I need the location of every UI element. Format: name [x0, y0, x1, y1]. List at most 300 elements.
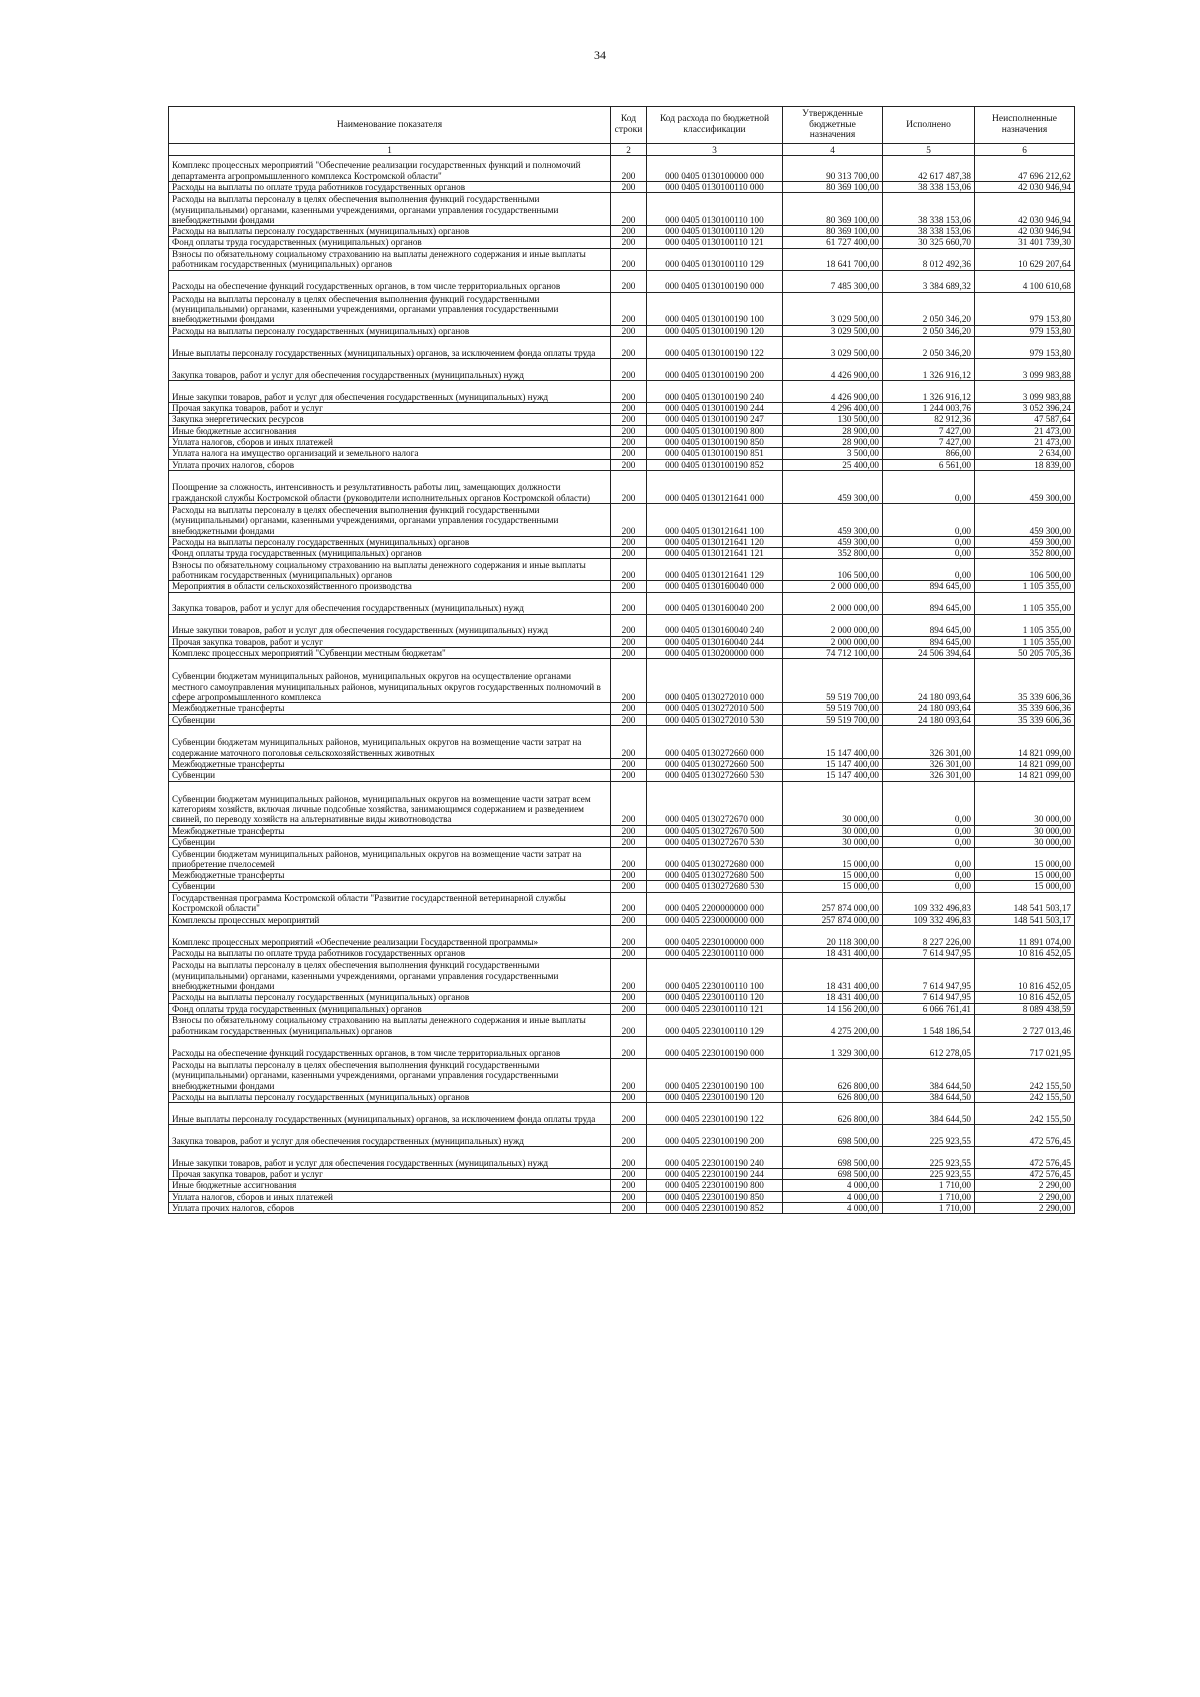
- row-name: Субвенции бюджетам муниципальных районов, муниципальных округов на возмещение части затрат на содержание маточного поголовья сельскохозяйственных животных: [169, 725, 611, 758]
- row-name: Расходы на выплаты персоналу государственных (муниципальных) органов: [169, 536, 611, 547]
- row-executed: 24 180 093,64: [883, 703, 975, 714]
- row-executed: 30 325 660,70: [883, 237, 975, 248]
- row-line-code: 200: [611, 325, 647, 336]
- row-executed: 8 227 226,00: [883, 926, 975, 948]
- row-approved: 698 500,00: [783, 1169, 883, 1180]
- row-executed: 0,00: [883, 825, 975, 836]
- column-number: 2: [611, 143, 647, 155]
- row-approved: 14 156 200,00: [783, 1003, 883, 1014]
- table-row: [169, 703, 1075, 714]
- row-line-code: 200: [611, 270, 647, 292]
- row-remaining: 979 153,80: [975, 325, 1075, 336]
- table-row: [169, 636, 1075, 647]
- header-row: [169, 107, 1075, 144]
- row-name: Расходы на выплаты персоналу в целях обеспечения выполнения функций государственными (муниципальными) органами, казенными учреждениями, органами управления государственными внебюджетными фондами: [169, 503, 611, 536]
- row-budget-code: 000 0405 2230100190 100: [647, 1058, 783, 1091]
- row-executed: 894 645,00: [883, 581, 975, 592]
- row-name: Иные выплаты персоналу государственных (муниципальных) органов, за исключением фонда оплаты труда: [169, 337, 611, 359]
- row-name: Мероприятия в области сельскохозяйственного производства: [169, 581, 611, 592]
- table-row: [169, 770, 1075, 781]
- row-budget-code: 000 0405 0130100110 000: [647, 181, 783, 192]
- row-name: Расходы на обеспечение функций государственных органов, в том числе территориальных органов: [169, 1036, 611, 1058]
- row-line-code: 200: [611, 1125, 647, 1147]
- row-name: Прочая закупка товаров, работ и услуг: [169, 636, 611, 647]
- row-budget-code: 000 0405 2230100110 129: [647, 1014, 783, 1036]
- table-row: [169, 892, 1075, 914]
- row-line-code: 200: [611, 425, 647, 436]
- row-line-code: 200: [611, 248, 647, 270]
- row-line-code: 200: [611, 1036, 647, 1058]
- row-line-code: 200: [611, 359, 647, 381]
- table-row: [169, 825, 1075, 836]
- row-remaining: 106 500,00: [975, 559, 1075, 581]
- row-executed: 42 617 487,38: [883, 155, 975, 181]
- row-executed: 82 912,36: [883, 414, 975, 425]
- row-budget-code: 000 0405 0130100110 100: [647, 193, 783, 226]
- row-approved: 459 300,00: [783, 470, 883, 503]
- row-executed: 8 012 492,36: [883, 248, 975, 270]
- row-name: Закупка товаров, работ и услуг для обеспечения государственных (муниципальных) нужд: [169, 359, 611, 381]
- table-header: [169, 107, 1075, 156]
- row-approved: 130 500,00: [783, 414, 883, 425]
- row-budget-code: 000 0405 2230100190 120: [647, 1091, 783, 1102]
- table-row: [169, 581, 1075, 592]
- row-name: Комплекс процессных мероприятий «Обеспечение реализации Государственной программы»: [169, 926, 611, 948]
- row-approved: 626 800,00: [783, 1091, 883, 1102]
- row-line-code: 200: [611, 1191, 647, 1202]
- row-name: Уплата прочих налогов, сборов: [169, 459, 611, 470]
- row-remaining: 14 821 099,00: [975, 725, 1075, 758]
- row-approved: 459 300,00: [783, 503, 883, 536]
- table-row: [169, 1036, 1075, 1058]
- row-line-code: 200: [611, 559, 647, 581]
- row-executed: 0,00: [883, 848, 975, 870]
- table-row: [169, 403, 1075, 414]
- row-line-code: 200: [611, 959, 647, 992]
- row-approved: 80 369 100,00: [783, 226, 883, 237]
- row-name: Иные бюджетные ассигнования: [169, 1180, 611, 1191]
- row-approved: 30 000,00: [783, 836, 883, 847]
- row-budget-code: 000 0405 0130272670 530: [647, 836, 783, 847]
- row-budget-code: 000 0405 0130200000 000: [647, 648, 783, 659]
- row-executed: 2 050 346,20: [883, 292, 975, 325]
- row-line-code: 200: [611, 836, 647, 847]
- row-executed: 7 614 947,95: [883, 959, 975, 992]
- row-line-code: 200: [611, 459, 647, 470]
- column-number: 5: [883, 143, 975, 155]
- table-row: [169, 559, 1075, 581]
- row-executed: 7 614 947,95: [883, 992, 975, 1003]
- row-remaining: 47 696 212,62: [975, 155, 1075, 181]
- row-budget-code: 000 0405 2230100190 800: [647, 1180, 783, 1191]
- row-budget-code: 000 0405 0130100190 120: [647, 325, 783, 336]
- row-approved: 106 500,00: [783, 559, 883, 581]
- row-remaining: 148 541 503,17: [975, 892, 1075, 914]
- table-row: [169, 1003, 1075, 1014]
- row-remaining: 472 576,45: [975, 1125, 1075, 1147]
- row-executed: 3 384 689,32: [883, 270, 975, 292]
- row-remaining: 148 541 503,17: [975, 914, 1075, 925]
- row-line-code: 200: [611, 636, 647, 647]
- page-number: 34: [594, 48, 606, 62]
- row-approved: 80 369 100,00: [783, 193, 883, 226]
- table-row: [169, 1125, 1075, 1147]
- table-row: [169, 359, 1075, 381]
- row-remaining: 11 891 074,00: [975, 926, 1075, 948]
- table-row: [169, 848, 1075, 870]
- row-executed: 0,00: [883, 548, 975, 559]
- header-budget-code: Код расхода по бюджетной классификации: [647, 107, 783, 144]
- row-budget-code: 000 0405 2230100190 122: [647, 1103, 783, 1125]
- table-row: [169, 959, 1075, 992]
- row-approved: 1 329 300,00: [783, 1036, 883, 1058]
- row-budget-code: 000 0405 0130100110 129: [647, 248, 783, 270]
- row-budget-code: 000 0405 0130272680 000: [647, 848, 783, 870]
- row-budget-code: 000 0405 2230100190 852: [647, 1203, 783, 1214]
- table-row: [169, 325, 1075, 336]
- table-row: [169, 248, 1075, 270]
- table-row: [169, 1203, 1075, 1214]
- row-approved: 15 000,00: [783, 870, 883, 881]
- row-line-code: 200: [611, 926, 647, 948]
- row-line-code: 200: [611, 914, 647, 925]
- row-line-code: 200: [611, 1091, 647, 1102]
- row-executed: 384 644,50: [883, 1058, 975, 1091]
- table-row: [169, 536, 1075, 547]
- row-executed: 24 180 093,64: [883, 714, 975, 725]
- row-remaining: 459 300,00: [975, 503, 1075, 536]
- table-row: [169, 237, 1075, 248]
- table-row: [169, 414, 1075, 425]
- row-remaining: 979 153,80: [975, 337, 1075, 359]
- row-line-code: 200: [611, 155, 647, 181]
- row-approved: 28 900,00: [783, 425, 883, 436]
- row-budget-code: 000 0405 0130100190 244: [647, 403, 783, 414]
- row-budget-code: 000 0405 0130272660 530: [647, 770, 783, 781]
- row-name: Фонд оплаты труда государственных (муниципальных) органов: [169, 237, 611, 248]
- row-name: Расходы на выплаты персоналу государственных (муниципальных) органов: [169, 226, 611, 237]
- row-remaining: 3 052 396,24: [975, 403, 1075, 414]
- row-name: Расходы на выплаты персоналу государственных (муниципальных) органов: [169, 992, 611, 1003]
- row-remaining: 979 153,80: [975, 292, 1075, 325]
- row-approved: 28 900,00: [783, 436, 883, 447]
- row-budget-code: 000 0405 2230100190 850: [647, 1191, 783, 1202]
- row-line-code: 200: [611, 714, 647, 725]
- row-approved: 59 519 700,00: [783, 714, 883, 725]
- row-budget-code: 000 0405 0130160040 000: [647, 581, 783, 592]
- row-name: Взносы по обязательному социальному страхованию на выплаты денежного содержания и иные выплаты работникам государственных (муниципальных) органов: [169, 1014, 611, 1036]
- row-name: Расходы на выплаты персоналу государственных (муниципальных) органов: [169, 1091, 611, 1102]
- row-line-code: 200: [611, 536, 647, 547]
- row-remaining: 2 634,00: [975, 448, 1075, 459]
- table-row: [169, 193, 1075, 226]
- row-approved: 18 431 400,00: [783, 992, 883, 1003]
- row-name: Фонд оплаты труда государственных (муниципальных) органов: [169, 1003, 611, 1014]
- row-name: Поощрение за сложность, интенсивность и результативность работы лиц, замещающих должности гражданской службы Костромской области (руководители исполнительных органов Костромской области): [169, 470, 611, 503]
- row-budget-code: 000 0405 0130272680 500: [647, 870, 783, 881]
- row-name: Закупка товаров, работ и услуг для обеспечения государственных (муниципальных) нужд: [169, 592, 611, 614]
- row-approved: 2 000 000,00: [783, 592, 883, 614]
- row-name: Субвенции бюджетам муниципальных районов, муниципальных округов на осуществление органами местного самоуправления муниципальных районов, муниципальных округов государственных полномочий в сфере агропромышленного комплекса: [169, 659, 611, 703]
- row-line-code: 200: [611, 503, 647, 536]
- row-line-code: 200: [611, 403, 647, 414]
- row-line-code: 200: [611, 292, 647, 325]
- row-approved: 15 000,00: [783, 881, 883, 892]
- row-approved: 30 000,00: [783, 781, 883, 825]
- row-name: Взносы по обязательному социальному страхованию на выплаты денежного содержания и иные выплаты работникам государственных (муниципальных) органов: [169, 559, 611, 581]
- table-row: [169, 292, 1075, 325]
- row-approved: 25 400,00: [783, 459, 883, 470]
- row-budget-code: 000 0405 0130100190 200: [647, 359, 783, 381]
- row-remaining: 42 030 946,94: [975, 193, 1075, 226]
- header-remaining: Неисполненные назначения: [975, 107, 1075, 144]
- table-row: [169, 870, 1075, 881]
- row-line-code: 200: [611, 703, 647, 714]
- row-approved: 459 300,00: [783, 536, 883, 547]
- table-row: [169, 781, 1075, 825]
- table-row: [169, 436, 1075, 447]
- row-line-code: 200: [611, 448, 647, 459]
- row-executed: 38 338 153,06: [883, 181, 975, 192]
- row-remaining: 2 290,00: [975, 1180, 1075, 1191]
- row-budget-code: 000 0405 0130272670 000: [647, 781, 783, 825]
- row-approved: 4 426 900,00: [783, 359, 883, 381]
- column-number-row: [169, 143, 1075, 155]
- row-remaining: 10 629 207,64: [975, 248, 1075, 270]
- row-budget-code: 000 0405 0130160040 200: [647, 592, 783, 614]
- row-name: Иные закупки товаров, работ и услуг для обеспечения государственных (муниципальных) нужд: [169, 1147, 611, 1169]
- table-row: [169, 592, 1075, 614]
- table-row: [169, 425, 1075, 436]
- row-remaining: 472 576,45: [975, 1169, 1075, 1180]
- table-row: [169, 548, 1075, 559]
- row-line-code: 200: [611, 1147, 647, 1169]
- row-budget-code: 000 0405 0130100190 000: [647, 270, 783, 292]
- row-executed: 109 332 496,83: [883, 914, 975, 925]
- table-row: [169, 1169, 1075, 1180]
- row-budget-code: 000 0405 0130100110 120: [647, 226, 783, 237]
- row-executed: 326 301,00: [883, 725, 975, 758]
- row-name: Субвенции: [169, 714, 611, 725]
- row-executed: 225 923,55: [883, 1147, 975, 1169]
- row-executed: 7 427,00: [883, 436, 975, 447]
- row-remaining: 2 290,00: [975, 1203, 1075, 1214]
- row-name: Межбюджетные трансферты: [169, 758, 611, 769]
- row-remaining: 21 473,00: [975, 436, 1075, 447]
- row-name: Субвенции: [169, 836, 611, 847]
- table-row: [169, 1147, 1075, 1169]
- row-budget-code: 000 0405 0130100190 122: [647, 337, 783, 359]
- row-name: Расходы на выплаты по оплате труда работников государственных органов: [169, 948, 611, 959]
- table-row: [169, 614, 1075, 636]
- row-line-code: 200: [611, 337, 647, 359]
- row-approved: 7 485 300,00: [783, 270, 883, 292]
- row-approved: 2 000 000,00: [783, 614, 883, 636]
- row-remaining: 42 030 946,94: [975, 226, 1075, 237]
- row-approved: 18 431 400,00: [783, 959, 883, 992]
- row-remaining: 242 155,50: [975, 1058, 1075, 1091]
- row-approved: 4 296 400,00: [783, 403, 883, 414]
- row-executed: 894 645,00: [883, 614, 975, 636]
- row-name: Иные выплаты персоналу государственных (муниципальных) органов, за исключением фонда оплаты труда: [169, 1103, 611, 1125]
- row-executed: 384 644,50: [883, 1103, 975, 1125]
- row-budget-code: 000 0405 0130100190 240: [647, 381, 783, 403]
- row-approved: 80 369 100,00: [783, 181, 883, 192]
- table-row: [169, 926, 1075, 948]
- row-line-code: 200: [611, 825, 647, 836]
- row-remaining: 10 816 452,05: [975, 959, 1075, 992]
- row-name: Закупка товаров, работ и услуг для обеспечения государственных (муниципальных) нужд: [169, 1125, 611, 1147]
- row-name: Расходы на выплаты по оплате труда работников государственных органов: [169, 181, 611, 192]
- row-approved: 18 431 400,00: [783, 948, 883, 959]
- row-approved: 4 426 900,00: [783, 381, 883, 403]
- row-approved: 61 727 400,00: [783, 237, 883, 248]
- table-row: [169, 758, 1075, 769]
- row-approved: 15 147 400,00: [783, 725, 883, 758]
- row-line-code: 200: [611, 1003, 647, 1014]
- table-row: [169, 270, 1075, 292]
- row-name: Расходы на выплаты персоналу в целях обеспечения выполнения функций государственными (муниципальными) органами, казенными учреждениями, органами управления государственными внебюджетными фондами: [169, 292, 611, 325]
- row-line-code: 200: [611, 592, 647, 614]
- row-executed: 1 548 186,54: [883, 1014, 975, 1036]
- row-budget-code: 000 0405 0130160040 244: [647, 636, 783, 647]
- table-row: [169, 1191, 1075, 1202]
- row-budget-code: 000 0405 0130272660 500: [647, 758, 783, 769]
- row-name: Межбюджетные трансферты: [169, 825, 611, 836]
- row-remaining: 3 099 983,88: [975, 381, 1075, 403]
- row-name: Расходы на выплаты персоналу в целях обеспечения выполнения функций государственными (муниципальными) органами, казенными учреждениями, органами управления государственными внебюджетными фондами: [169, 959, 611, 992]
- row-budget-code: 000 0405 0130121641 100: [647, 503, 783, 536]
- row-line-code: 200: [611, 1203, 647, 1214]
- row-approved: 698 500,00: [783, 1147, 883, 1169]
- table-row: [169, 659, 1075, 703]
- row-budget-code: 000 0405 0130121641 129: [647, 559, 783, 581]
- row-remaining: 8 089 438,59: [975, 1003, 1075, 1014]
- row-budget-code: 000 0405 0130100000 000: [647, 155, 783, 181]
- row-name: Комплекс процессных мероприятий "Субвенции местным бюджетам": [169, 648, 611, 659]
- row-name: Расходы на обеспечение функций государственных органов, в том числе территориальных органов: [169, 270, 611, 292]
- row-executed: 2 050 346,20: [883, 337, 975, 359]
- row-name: Расходы на выплаты персоналу в целях обеспечения выполнения функций государственными (муниципальными) органами, казенными учреждениями, органами управления государственными внебюджетными фондами: [169, 193, 611, 226]
- row-approved: 626 800,00: [783, 1103, 883, 1125]
- row-remaining: 18 839,00: [975, 459, 1075, 470]
- row-remaining: 35 339 606,36: [975, 659, 1075, 703]
- row-budget-code: 000 0405 2230100110 120: [647, 992, 783, 1003]
- header-executed: Исполнено: [883, 107, 975, 144]
- row-name: Уплата налогов, сборов и иных платежей: [169, 1191, 611, 1202]
- row-remaining: 30 000,00: [975, 836, 1075, 847]
- table-row: [169, 459, 1075, 470]
- row-approved: 4 000,00: [783, 1191, 883, 1202]
- row-remaining: 2 727 013,46: [975, 1014, 1075, 1036]
- row-approved: 4 275 200,00: [783, 1014, 883, 1036]
- row-budget-code: 000 0405 0130100190 247: [647, 414, 783, 425]
- row-budget-code: 000 0405 0130100190 100: [647, 292, 783, 325]
- row-budget-code: 000 0405 0130272670 500: [647, 825, 783, 836]
- row-name: Расходы на выплаты персоналу в целях обеспечения выполнения функций государственными (муниципальными) органами, казенными учреждениями, органами управления государственными внебюджетными фондами: [169, 1058, 611, 1091]
- row-executed: 326 301,00: [883, 770, 975, 781]
- row-remaining: 50 205 705,36: [975, 648, 1075, 659]
- row-approved: 257 874 000,00: [783, 892, 883, 914]
- row-remaining: 15 000,00: [975, 881, 1075, 892]
- row-budget-code: 000 0405 0130100110 121: [647, 237, 783, 248]
- row-executed: 384 644,50: [883, 1091, 975, 1102]
- row-remaining: 30 000,00: [975, 781, 1075, 825]
- expenditure-report-table: [168, 106, 1075, 1214]
- row-name: Уплата налога на имущество организаций и земельного налога: [169, 448, 611, 459]
- header-indicator-name: Наименование показателя: [169, 107, 611, 144]
- row-budget-code: 000 0405 2230100110 100: [647, 959, 783, 992]
- table-row: [169, 1058, 1075, 1091]
- row-remaining: 352 800,00: [975, 548, 1075, 559]
- row-name: Субвенции: [169, 881, 611, 892]
- row-remaining: 2 290,00: [975, 1191, 1075, 1202]
- row-approved: 698 500,00: [783, 1125, 883, 1147]
- row-budget-code: 000 0405 0130272010 000: [647, 659, 783, 703]
- table-row: [169, 992, 1075, 1003]
- row-line-code: 200: [611, 436, 647, 447]
- row-line-code: 200: [611, 1180, 647, 1191]
- row-executed: 612 278,05: [883, 1036, 975, 1058]
- row-executed: 38 338 153,06: [883, 193, 975, 226]
- row-executed: 0,00: [883, 559, 975, 581]
- table-row: [169, 337, 1075, 359]
- column-number: 3: [647, 143, 783, 155]
- row-budget-code: 000 0405 0130121641 000: [647, 470, 783, 503]
- row-executed: 894 645,00: [883, 592, 975, 614]
- header-approved: Утвержденные бюджетные назначения: [783, 107, 883, 144]
- row-name: Прочая закупка товаров, работ и услуг: [169, 403, 611, 414]
- row-approved: 2 000 000,00: [783, 636, 883, 647]
- row-executed: 1 326 916,12: [883, 381, 975, 403]
- row-line-code: 200: [611, 881, 647, 892]
- row-name: Иные закупки товаров, работ и услуг для обеспечения государственных (муниципальных) нужд: [169, 381, 611, 403]
- table-row: [169, 381, 1075, 403]
- table-row: [169, 1014, 1075, 1036]
- row-line-code: 200: [611, 648, 647, 659]
- table-row: [169, 470, 1075, 503]
- table-row: [169, 155, 1075, 181]
- row-name: Уплата налогов, сборов и иных платежей: [169, 436, 611, 447]
- row-name: Прочая закупка товаров, работ и услуг: [169, 1169, 611, 1180]
- row-line-code: 200: [611, 226, 647, 237]
- row-remaining: 1 105 355,00: [975, 581, 1075, 592]
- row-name: Межбюджетные трансферты: [169, 703, 611, 714]
- row-remaining: 1 105 355,00: [975, 614, 1075, 636]
- row-approved: 4 000,00: [783, 1203, 883, 1214]
- table-row: [169, 448, 1075, 459]
- row-executed: 109 332 496,83: [883, 892, 975, 914]
- row-approved: 59 519 700,00: [783, 659, 883, 703]
- row-line-code: 200: [611, 548, 647, 559]
- table-row: [169, 881, 1075, 892]
- row-approved: 4 000,00: [783, 1180, 883, 1191]
- row-executed: 24 180 093,64: [883, 659, 975, 703]
- row-budget-code: 000 0405 0130160040 240: [647, 614, 783, 636]
- row-name: Иные бюджетные ассигнования: [169, 425, 611, 436]
- row-approved: 257 874 000,00: [783, 914, 883, 925]
- row-remaining: 30 000,00: [975, 825, 1075, 836]
- row-remaining: 10 816 452,05: [975, 948, 1075, 959]
- row-remaining: 15 000,00: [975, 848, 1075, 870]
- row-budget-code: 000 0405 0130272680 530: [647, 881, 783, 892]
- row-line-code: 200: [611, 581, 647, 592]
- row-approved: 59 519 700,00: [783, 703, 883, 714]
- row-remaining: 14 821 099,00: [975, 758, 1075, 769]
- row-name: Субвенции бюджетам муниципальных районов, муниципальных округов на возмещение части затрат на приобретение пчелосемей: [169, 848, 611, 870]
- row-line-code: 200: [611, 1014, 647, 1036]
- row-executed: 326 301,00: [883, 758, 975, 769]
